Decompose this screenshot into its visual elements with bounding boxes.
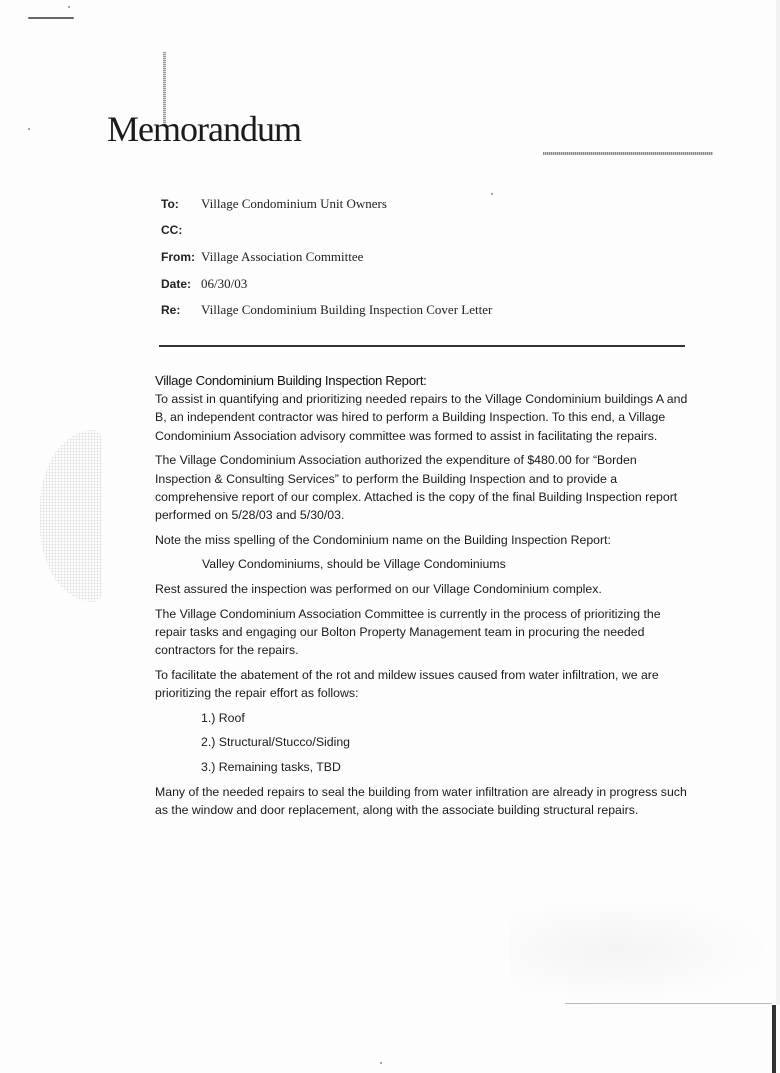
scan-speck [380, 1062, 382, 1064]
field-label: From: [161, 250, 195, 264]
field-re [161, 302, 492, 329]
scan-speck [28, 128, 30, 130]
field-value: Village Condominium Building Inspection Cover Letter [201, 302, 493, 317]
memo-body [155, 372, 695, 826]
corner-mark [28, 17, 74, 19]
paragraph: Note the miss spelling of the Condominium name on the Building Inspection Report: [155, 532, 611, 547]
field-label: Date: [161, 276, 192, 291]
paragraph: To facilitate the abatement of the rot and mildew issues caused from water infiltration, we are prioritizing the repair effort as follows: [155, 667, 659, 701]
field-value: Village Condominium Unit Owners [201, 196, 387, 211]
closing-paragraph: Many of the needed repairs to seal the building from water infiltration are already in progress such as the window and door replacement, along with the associate building structural repairs. [155, 784, 687, 818]
field-to [161, 196, 492, 223]
scan-speck [491, 193, 493, 195]
field-value: 06/30/03 [201, 275, 248, 291]
scan-speck [68, 6, 70, 8]
field-label: Re: [161, 303, 181, 317]
scan-halftone-artifact [40, 430, 102, 602]
field-from [161, 249, 492, 276]
paragraph: To assist in quantifying and prioritizing needed repairs to the Village Condominium buildings A and B, an independent contractor was hired to perform a Building Inspection. To this end, a Village Condominium Association advisory committee was formed to assist in facilitating the repairs. [155, 392, 688, 443]
paragraph: The Village Condominium Association Committee is currently in the process of prioritizing the repair tasks and engaging our Bolton Property Management team in procuring the needed contractors for the repairs. [155, 606, 661, 658]
section-heading: Village Condominium Building Inspection Report: [155, 373, 427, 388]
paragraph: The Village Condominium Association authorized the expenditure of $480.00 for “Borden Inspection & Consulting Services” to perform the Building Inspection and to provide a comprehensive report of our complex. Attached is the copy of the final Building Inspection report performed on 5/28/03 and 5/30/03. [155, 453, 678, 522]
page-fold-line [565, 1003, 772, 1004]
priority-list-item: 2.) Structural/Stucco/Siding [201, 735, 350, 750]
header-divider [159, 345, 685, 347]
indented-note: Valley Condominiums, should be Village Condominiums [202, 557, 506, 572]
field-label: To: [161, 197, 179, 211]
memo-title: Memorandum [107, 109, 301, 149]
priority-list-item: 1.) Roof [201, 710, 245, 725]
field-label: CC: [161, 222, 183, 237]
paragraph: Rest assured the inspection was performed on our Village Condominium complex. [155, 582, 602, 597]
field-cc [161, 223, 492, 250]
decorative-dotted-rule [543, 152, 713, 155]
field-date [161, 276, 492, 303]
scan-shadow [510, 895, 775, 1005]
scan-edge [776, 0, 780, 1005]
memo-header-fields [161, 196, 492, 329]
page-edge-line [772, 1005, 776, 1073]
field-value: Village Association Committee [201, 249, 364, 264]
priority-list-item: 3.) Remaining tasks, TBD [201, 760, 341, 775]
